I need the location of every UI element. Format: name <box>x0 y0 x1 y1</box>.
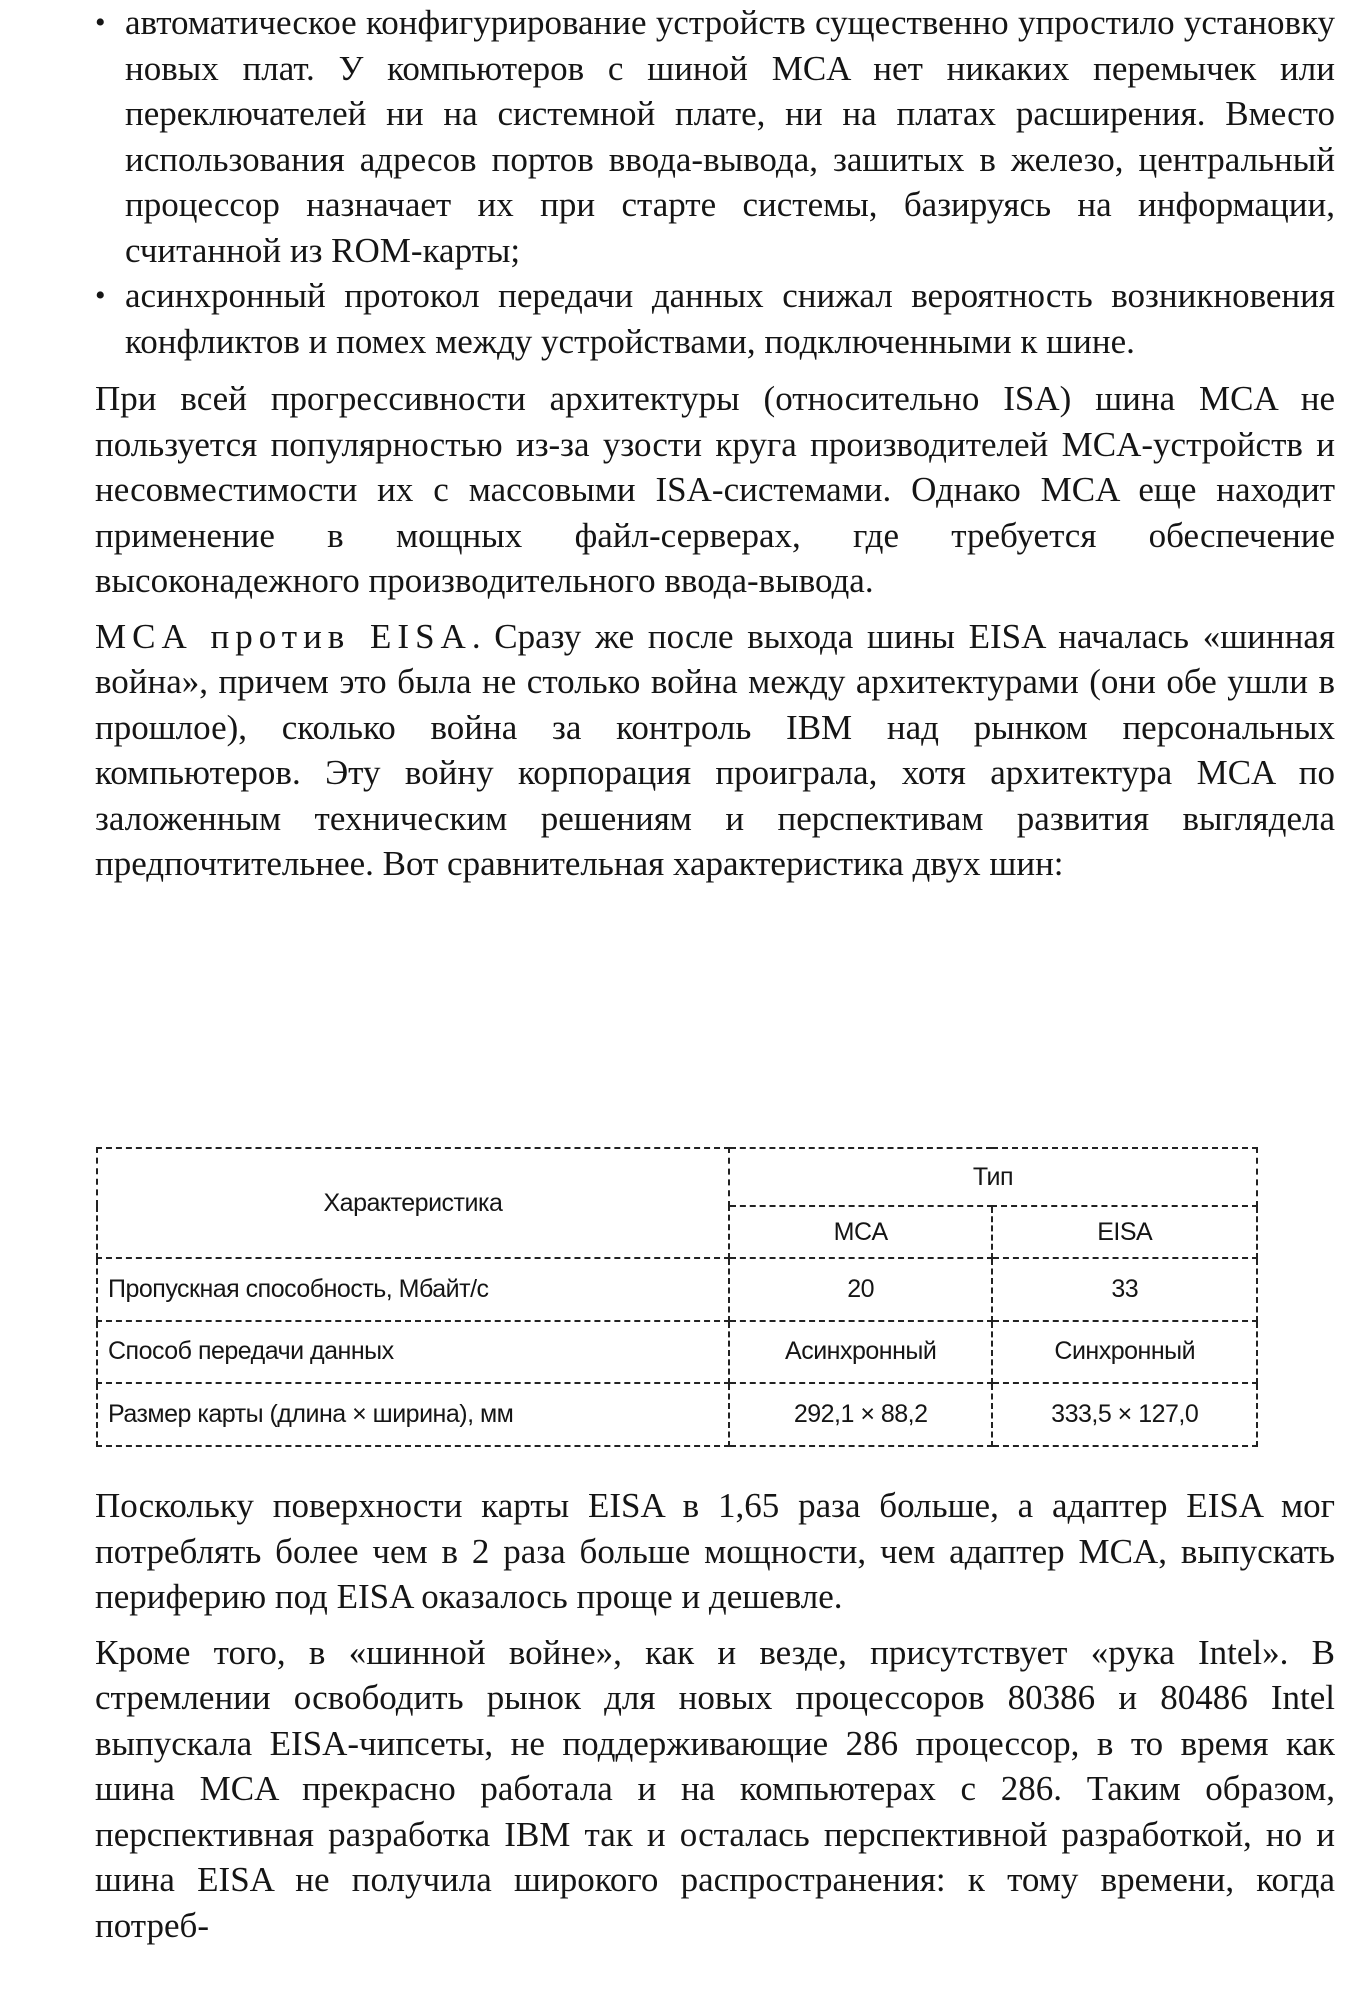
paragraph-popularity-text: При всей прогрессивности архитектуры (относительно ISA) шина MCA не пользуется популярностью из-за узости круга производителей MCA-устройств и несовместимости их с массовыми ISA-системами. Однако MCA еще находит применение в мощных файл-серверах, где требуется обеспечение высоконадежного производительного ввода-вывода. <box>95 379 1335 600</box>
paragraph-eisa-cheaper-text: Поскольку поверхности карты EISA в 1,65 раза больше, а адаптер EISA мог потреблять более чем в 2 раза больше мощности, чем адаптер MCA, выпускать периферию под EISA оказалось проще и дешевле. <box>95 1486 1335 1616</box>
table-row <box>97 1258 1257 1321</box>
row-label: Размер карты (длина × ширина), мм <box>97 1383 729 1446</box>
header-eisa: EISA <box>992 1206 1257 1258</box>
paragraph-eisa-cheaper <box>95 1483 1335 1620</box>
bullet-list <box>95 0 1335 364</box>
header-type: Тип <box>729 1148 1257 1206</box>
page-content <box>95 0 1335 887</box>
bus-war-lead: MCA против EISA <box>95 616 472 656</box>
cell-mca: Асинхронный <box>729 1321 993 1384</box>
row-label: Пропускная способность, Мбайт/с <box>97 1258 729 1321</box>
cell-eisa: 333,5 × 127,0 <box>992 1383 1257 1446</box>
table-row <box>97 1321 1257 1384</box>
header-characteristic: Характеристика <box>97 1148 729 1258</box>
cell-mca: 20 <box>729 1258 993 1321</box>
bullet-item <box>95 273 1335 364</box>
paragraph-bus-war <box>95 614 1335 887</box>
bullet-text: асинхронный протокол передачи данных снижал вероятность возникновения конфликтов и помех между устройствами, подключенными к шине. <box>125 276 1335 361</box>
comparison-table-wrapper <box>96 1147 1258 1447</box>
paragraph-intel-hand-text: Кроме того, в «шинной войне», как и везде, присутствует «рука Intel». В стремлении освободить рынок для новых процессоров 80386 и 80486 Intel выпускала EISA-чипсеты, не поддерживающие 286 процессор, в то время как шина MCA прекрасно работала и на компьютерах с 286. Таким образом, перспективная разработка IBM так и осталась перспективной разработкой, но и шина EISA не получила широкого распространения: к тому времени, когда потреб- <box>95 1632 1335 1945</box>
bullet-text: автоматическое конфигурирование устройств существенно упростило установку новых плат. У компьютеров с шиной MCA нет никаких перемычек или переключателей ни на системной плате, ни на платах расширения. Вместо использования адресов портов ввода-вывода, зашитых в железо, центральный процессор назначает их при старте системы, базируясь на информации, считанной из ROM-карты; <box>125 3 1335 270</box>
bullet-item <box>95 0 1335 273</box>
cell-eisa: 33 <box>992 1258 1257 1321</box>
bus-war-text: . Сразу же после выхода шины EISA началась «шинная война», причем это была не столько война между архитектурами (они обе ушли в прошлое), сколько война за контроль IBM над рынком персональных компьютеров. Эту войну корпорация проиграла, хотя архитектура MCA по заложенным техническим решениям и перспективам развития выглядела предпочтительнее. Вот сравнительная характеристика двух шин: <box>95 616 1335 883</box>
table-row <box>97 1383 1257 1446</box>
paragraph-popularity <box>95 376 1335 604</box>
comparison-table <box>96 1147 1258 1447</box>
row-label: Способ передачи данных <box>97 1321 729 1384</box>
bullet-dot-icon: • <box>95 279 106 312</box>
page-content-lower <box>95 1483 1335 1948</box>
header-mca: MCA <box>729 1206 993 1258</box>
cell-mca: 292,1 × 88,2 <box>729 1383 993 1446</box>
cell-eisa: Синхронный <box>992 1321 1257 1384</box>
bullet-dot-icon: • <box>95 6 106 39</box>
paragraph-intel-hand <box>95 1630 1335 1949</box>
